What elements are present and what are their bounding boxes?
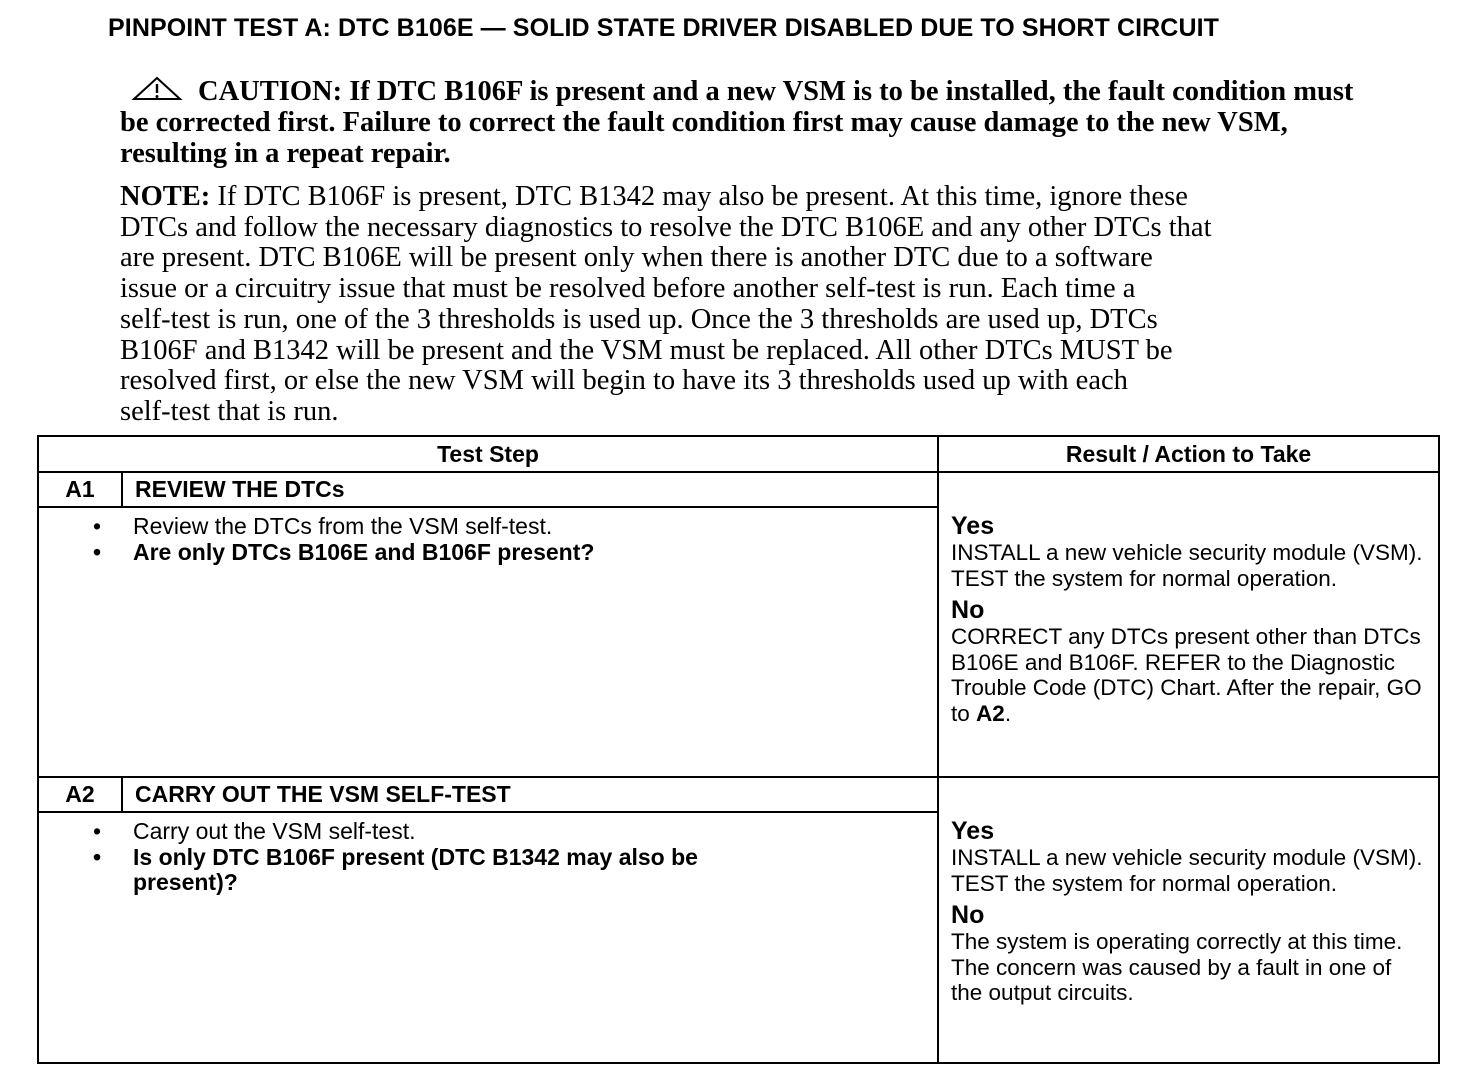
yes-action: INSTALL a new vehicle security module (VSM). TEST the system for normal operation. — [951, 845, 1423, 896]
note-line-1: NOTE: If DTC B106F is present, DTC B1342 may also be present. At this time, ignore these — [120, 181, 1188, 212]
note-line-8: self-test that is run. — [120, 395, 339, 427]
caution-block — [120, 76, 1360, 169]
no-action: The system is operating correctly at this time. The concern was caused by a fault in one of the output circuits. — [951, 929, 1403, 1005]
yes-label: Yes — [951, 817, 995, 845]
note-line-2: DTCs and follow the necessary diagnostics to resolve the DTC B106E and any other DTCs that — [120, 211, 1212, 243]
note-label: NOTE: — [120, 181, 211, 212]
list-item: • Is only DTC B106F present (DTC B1342 may also be present)? — [133, 845, 783, 896]
step-bullets — [133, 514, 937, 565]
list-item: • Are only DTCs B106E and B106F present? — [133, 540, 937, 566]
note-line-5: self-test is run, one of the 3 thresholds is used up. Once the 3 thresholds are used up, DTCs — [120, 303, 1158, 335]
list-item: • Review the DTCs from the VSM self-test. — [133, 514, 937, 540]
step-heading: CARRY OUT THE VSM SELF-TEST — [122, 777, 938, 812]
no-action: CORRECT any DTCs present other than DTCs B106E and B106F. REFER to the Diagnostic Trouble Code (DTC) Chart. After the repair, GO to A2. — [951, 624, 1422, 726]
no-label: No — [951, 901, 985, 929]
page-title: PINPOINT TEST A: DTC B106E — SOLID STATE DRIVER DISABLED DUE TO SHORT CIRCUIT — [108, 14, 1220, 42]
note-block — [120, 182, 1380, 428]
no-label: No — [951, 596, 985, 624]
step-body — [38, 812, 938, 1063]
warning-triangle-icon — [130, 76, 184, 102]
pinpoint-test-table — [37, 435, 1440, 1064]
table-row — [38, 777, 1439, 812]
note-line-3: are present. DTC B106E will be present only when there is another DTC due to a software — [120, 242, 1153, 274]
table-header-row — [38, 436, 1439, 472]
yes-action: INSTALL a new vehicle security module (VSM). TEST the system for normal operation. — [951, 540, 1423, 591]
header-test-step: Test Step — [38, 436, 938, 472]
caution-text: CAUTION: If DTC B106F is present and a new VSM is to be installed, the fault condition must be corrected first. Failure to correct the fault condition first may cause damage to the new VSM, resulting in a repeat repair. — [120, 76, 1354, 169]
result-cell — [938, 777, 1439, 1063]
note-line-4: issue or a circuitry issue that must be resolved before another self-test is run. Each time a — [120, 273, 1136, 305]
step-body — [38, 507, 938, 777]
note-line-7: resolved first, or else the new VSM will begin to have its 3 thresholds used up with each — [120, 365, 1128, 397]
table-row — [38, 472, 1439, 507]
step-id: A2 — [38, 777, 122, 812]
result-cell — [938, 472, 1439, 777]
goto-step-link[interactable]: A2 — [976, 700, 1005, 726]
step-heading: REVIEW THE DTCs — [122, 472, 938, 507]
step-bullets — [133, 819, 783, 896]
yes-label: Yes — [951, 512, 995, 540]
note-line-6: B106F and B1342 will be present and the VSM must be replaced. All other DTCs MUST be — [120, 334, 1173, 366]
step-id: A1 — [38, 472, 122, 507]
header-result-action: Result / Action to Take — [938, 436, 1439, 472]
list-item: • Carry out the VSM self-test. — [133, 819, 783, 845]
